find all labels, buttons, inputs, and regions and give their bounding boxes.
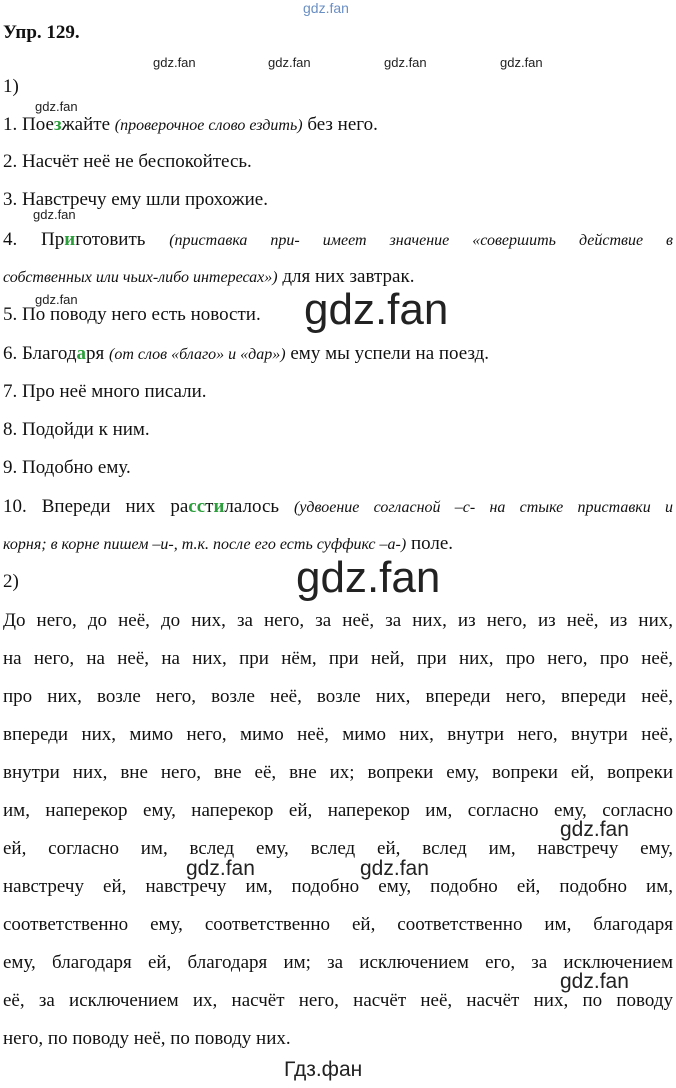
watermark-big-1: gdz.fan — [304, 285, 449, 334]
paragraph-line: про них, возле него, возле неё, возле них, впереди него, впереди неё, — [3, 686, 673, 707]
watermark-mid-2: gdz.fan — [186, 857, 255, 880]
sentence-4-line-1: 4. Приготовить (приставка при- имеет значение «совершить действие в — [3, 229, 674, 250]
watermark-small-2: gdz.fan — [33, 207, 76, 222]
paragraph-line: ей, согласно им, вслед ему, вслед ей, вслед им, навстречу ему, — [3, 838, 673, 859]
sentence-8: 8. Подойди к ним. — [3, 419, 150, 440]
paragraph-line: ему, благодаря ей, благодаря им; за исключением его, за исключением — [3, 952, 673, 973]
part-2-paragraph — [3, 602, 673, 1058]
sentence-5: 5. По поводу него есть новости. — [3, 304, 261, 325]
exercise-title: Упр. 129. — [3, 22, 80, 43]
sentence-10-line-2: корня; в корне пишем –и-, т.к. после его есть суффикс –а-) поле. — [3, 533, 454, 554]
sentence-1: 1. Поезжайте (проверочное слово ездить) без него. — [3, 114, 378, 135]
sentence-3: 3. Навстречу ему шли прохожие. — [3, 189, 268, 210]
sentence-2: 2. Насчёт неё не беспокойтесь. — [3, 151, 252, 172]
paragraph-line: впереди них, мимо него, мимо неё, мимо них, внутри него, внутри неё, — [3, 724, 673, 745]
watermark-mid-1: gdz.fan — [560, 818, 629, 841]
watermark-mid-3: gdz.fan — [360, 857, 429, 880]
paragraph-line: внутри них, вне него, вне её, вне их; вопреки ему, вопреки ей, вопреки — [3, 762, 673, 783]
watermark-big-2: gdz.fan — [296, 553, 441, 602]
paragraph-line: До него, до неё, до них, за него, за неё, за них, из него, из неё, из них, — [3, 610, 673, 631]
part-2-label: 2) — [3, 571, 19, 592]
watermark-header-1: gdz.fan — [153, 55, 196, 70]
paragraph-line: на него, на неё, на них, при нём, при ней, при них, про него, про неё, — [3, 648, 673, 669]
watermark-small-3: gdz.fan — [35, 292, 78, 307]
paragraph-line: него, по поводу неё, по поводу них. — [3, 1028, 291, 1049]
paragraph-line: им, наперекор ему, наперекор ей, наперекор им, согласно ему, согласно — [3, 800, 673, 821]
watermark-top: gdz.fan — [303, 0, 349, 16]
watermark-bottom: Гдз.фан — [284, 1058, 363, 1081]
watermark-header-2: gdz.fan — [268, 55, 311, 70]
part-1-label: 1) — [3, 76, 19, 97]
paragraph-line: её, за исключением их, насчёт него, насчёт неё, насчёт них, по поводу — [3, 990, 673, 1011]
sentence-7: 7. Про неё много писали. — [3, 381, 207, 402]
watermark-header-3: gdz.fan — [384, 55, 427, 70]
sentence-6: 6. Благодаря (от слов «благо» и «дар») ему мы успели на поезд. — [3, 343, 490, 364]
watermark-header-4: gdz.fan — [500, 55, 543, 70]
sentence-4-line-2: собственных или чьих-либо интересах») для них завтрак. — [3, 266, 415, 287]
watermark-small-1: gdz.fan — [35, 99, 78, 114]
watermark-mid-4: gdz.fan — [560, 970, 629, 993]
paragraph-line: соответственно ему, соответственно ей, соответственно им, благодаря — [3, 914, 673, 935]
sentence-9: 9. Подобно ему. — [3, 457, 131, 478]
paragraph-line: навстречу ей, навстречу им, подобно ему, подобно ей, подобно им, — [3, 876, 673, 897]
sentence-10-line-1: 10. Впереди них расстилалось (удвоение согласной –с- на стыке приставки и — [3, 496, 674, 517]
